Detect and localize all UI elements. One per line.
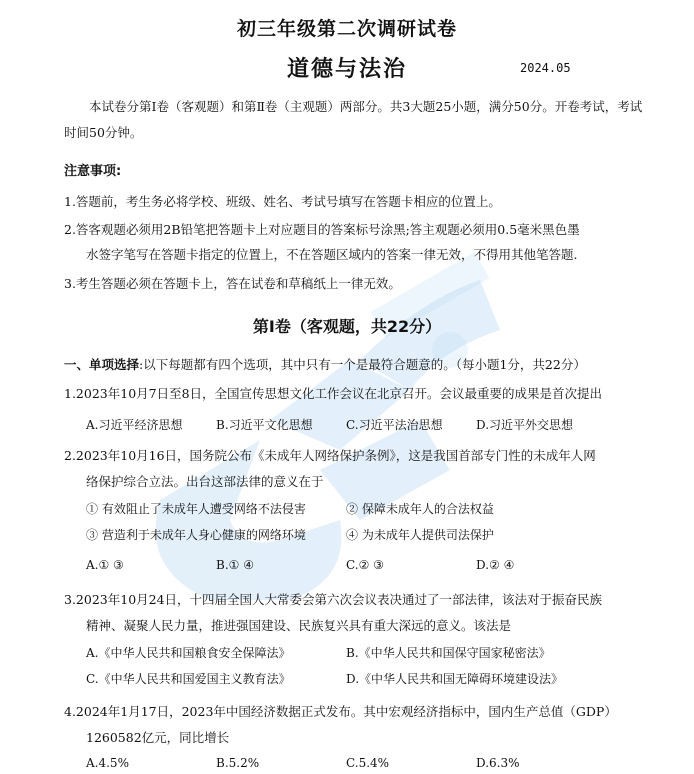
answer-option: A.① ③	[86, 558, 124, 572]
exam-title: 初三年级第二次调研试卷	[236, 18, 457, 40]
answer-option: C.② ③	[346, 558, 384, 572]
exam-date: 2024.05	[520, 61, 571, 75]
answer-option: B.① ④	[216, 558, 254, 572]
answer-option: A.《中华人民共和国粮食安全保障法》	[86, 646, 291, 660]
answer-option: B.5.2%	[216, 756, 260, 770]
question-stem: 2.2023年10月16日，国务院公布《未成年人网络保护条例》，这是我国首部专门性的未成年人网	[64, 448, 596, 463]
answer-option: C.5.4%	[346, 756, 390, 770]
answer-option: D.6.3%	[476, 756, 520, 770]
answer-option: C.习近平法治思想	[346, 418, 443, 432]
answer-option: C.《中华人民共和国爱国主义教育法》	[86, 672, 291, 686]
part-heading	[64, 355, 586, 373]
note-item: 1.答题前，考生务必将学校、班级、姓名、考试号填写在答题卡相应的位置上。	[64, 194, 501, 209]
statement-item: ④ 为未成年人提供司法保护	[346, 528, 494, 542]
part-description: :以下每题都有四个选项，其中只有一个是最符合题意的。（每小题1分，共22分）	[139, 357, 586, 372]
note-item: 3.考生答题必须在答题卡上，答在试卷和草稿纸上一律无效。	[64, 276, 401, 291]
statement-item: ② 保障未成年人的合法权益	[346, 502, 494, 516]
answer-option: A.4.5%	[86, 756, 129, 770]
answer-option: D.习近平外交思想	[476, 418, 574, 432]
answer-option: B.习近平文化思想	[216, 418, 313, 432]
note-item: 水签字笔写在答题卡指定的位置上，不在答题区域内的答案一律无效，不得用其他笔答题.	[86, 247, 578, 262]
question-stem: 络保护综合立法。出台这部法律的意义在于	[86, 474, 324, 489]
answer-option: A.习近平经济思想	[86, 418, 183, 432]
answer-option: B.《中华人民共和国保守国家秘密法》	[346, 646, 551, 660]
statement-item: ① 有效阻止了未成年人遭受网络不法侵害	[86, 502, 306, 516]
question-stem: 4.2024年1月17日，2023年中国经济数据正式发布。其中宏观经济指标中，国内生产总值（GDP）	[64, 704, 617, 719]
question-stem: 1260582亿元，同比增长	[86, 730, 230, 745]
section-title: 第I卷（客观题，共22分）	[252, 317, 442, 336]
subject-title: 道德与法治	[286, 57, 407, 82]
part-label: 一、单项选择	[64, 357, 140, 372]
answer-option: D.《中华人民共和国无障碍环境建设法》	[346, 672, 564, 686]
intro-paragraph: 本试卷分第I卷（客观题）和第Ⅱ卷（主观题）两部分。共3大题25小题，满分50分。开卷考试，考试时间50分钟。	[64, 99, 643, 140]
answer-option: D.② ④	[476, 558, 515, 572]
question-stem: 3.2023年10月24日，十四届全国人大常委会第六次会议表决通过了一部法律，该法对于振奋民族	[64, 592, 603, 607]
question-stem: 1.2023年10月7日至8日，全国宣传思想文化工作会议在北京召开。会议最重要的成果是首次提出	[64, 386, 603, 401]
note-item: 2.答客观题必须用2B铅笔把答题卡上对应题目的答案标号涂黑;答主观题必须用0.5毫米黑色墨	[64, 222, 580, 237]
question-stem: 精神、凝聚人民力量，推进强国建设、民族复兴具有重大深远的意义。该法是	[86, 618, 512, 633]
statement-item: ③ 营造利于未成年人身心健康的网络环境	[86, 528, 306, 542]
notes-heading: 注意事项:	[64, 164, 122, 179]
